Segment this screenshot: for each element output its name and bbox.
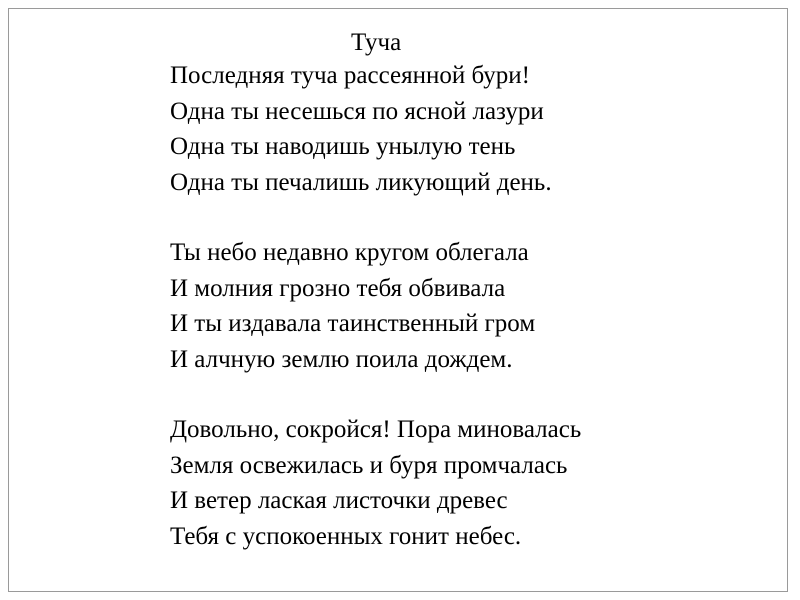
poem-line: Ты небо недавно кругом облегала — [170, 239, 529, 266]
poem-line: Земля освежилась и буря промчалась — [170, 451, 568, 479]
stanza-1 — [170, 58, 750, 200]
poem-title: Туча — [351, 29, 402, 56]
poem-line: Довольно, сокройся! Пора миновалась — [170, 416, 582, 443]
poem-line: Одна ты наводишь унылую тень — [170, 133, 516, 160]
poem-line: И ветер лаская листочки древес — [170, 487, 508, 514]
poem — [170, 27, 750, 554]
poem-line: И ты издавала таинственный гром — [170, 310, 536, 337]
stanza-2 — [170, 235, 750, 377]
poem-line: И алчную землю поила дождем. — [170, 345, 513, 373]
poem-line: Одна ты несешься по ясной лазури — [170, 97, 544, 125]
stanza-3 — [170, 412, 750, 554]
slide-frame — [8, 8, 788, 592]
poem-line: И молния грозно тебя обвивала — [170, 274, 506, 302]
poem-line: Одна ты печалишь ликующий день. — [170, 168, 552, 196]
poem-line: Последняя туча рассеянной бури! — [170, 62, 530, 89]
poem-line: Тебя с успокоенных гонит небес. — [170, 522, 522, 550]
